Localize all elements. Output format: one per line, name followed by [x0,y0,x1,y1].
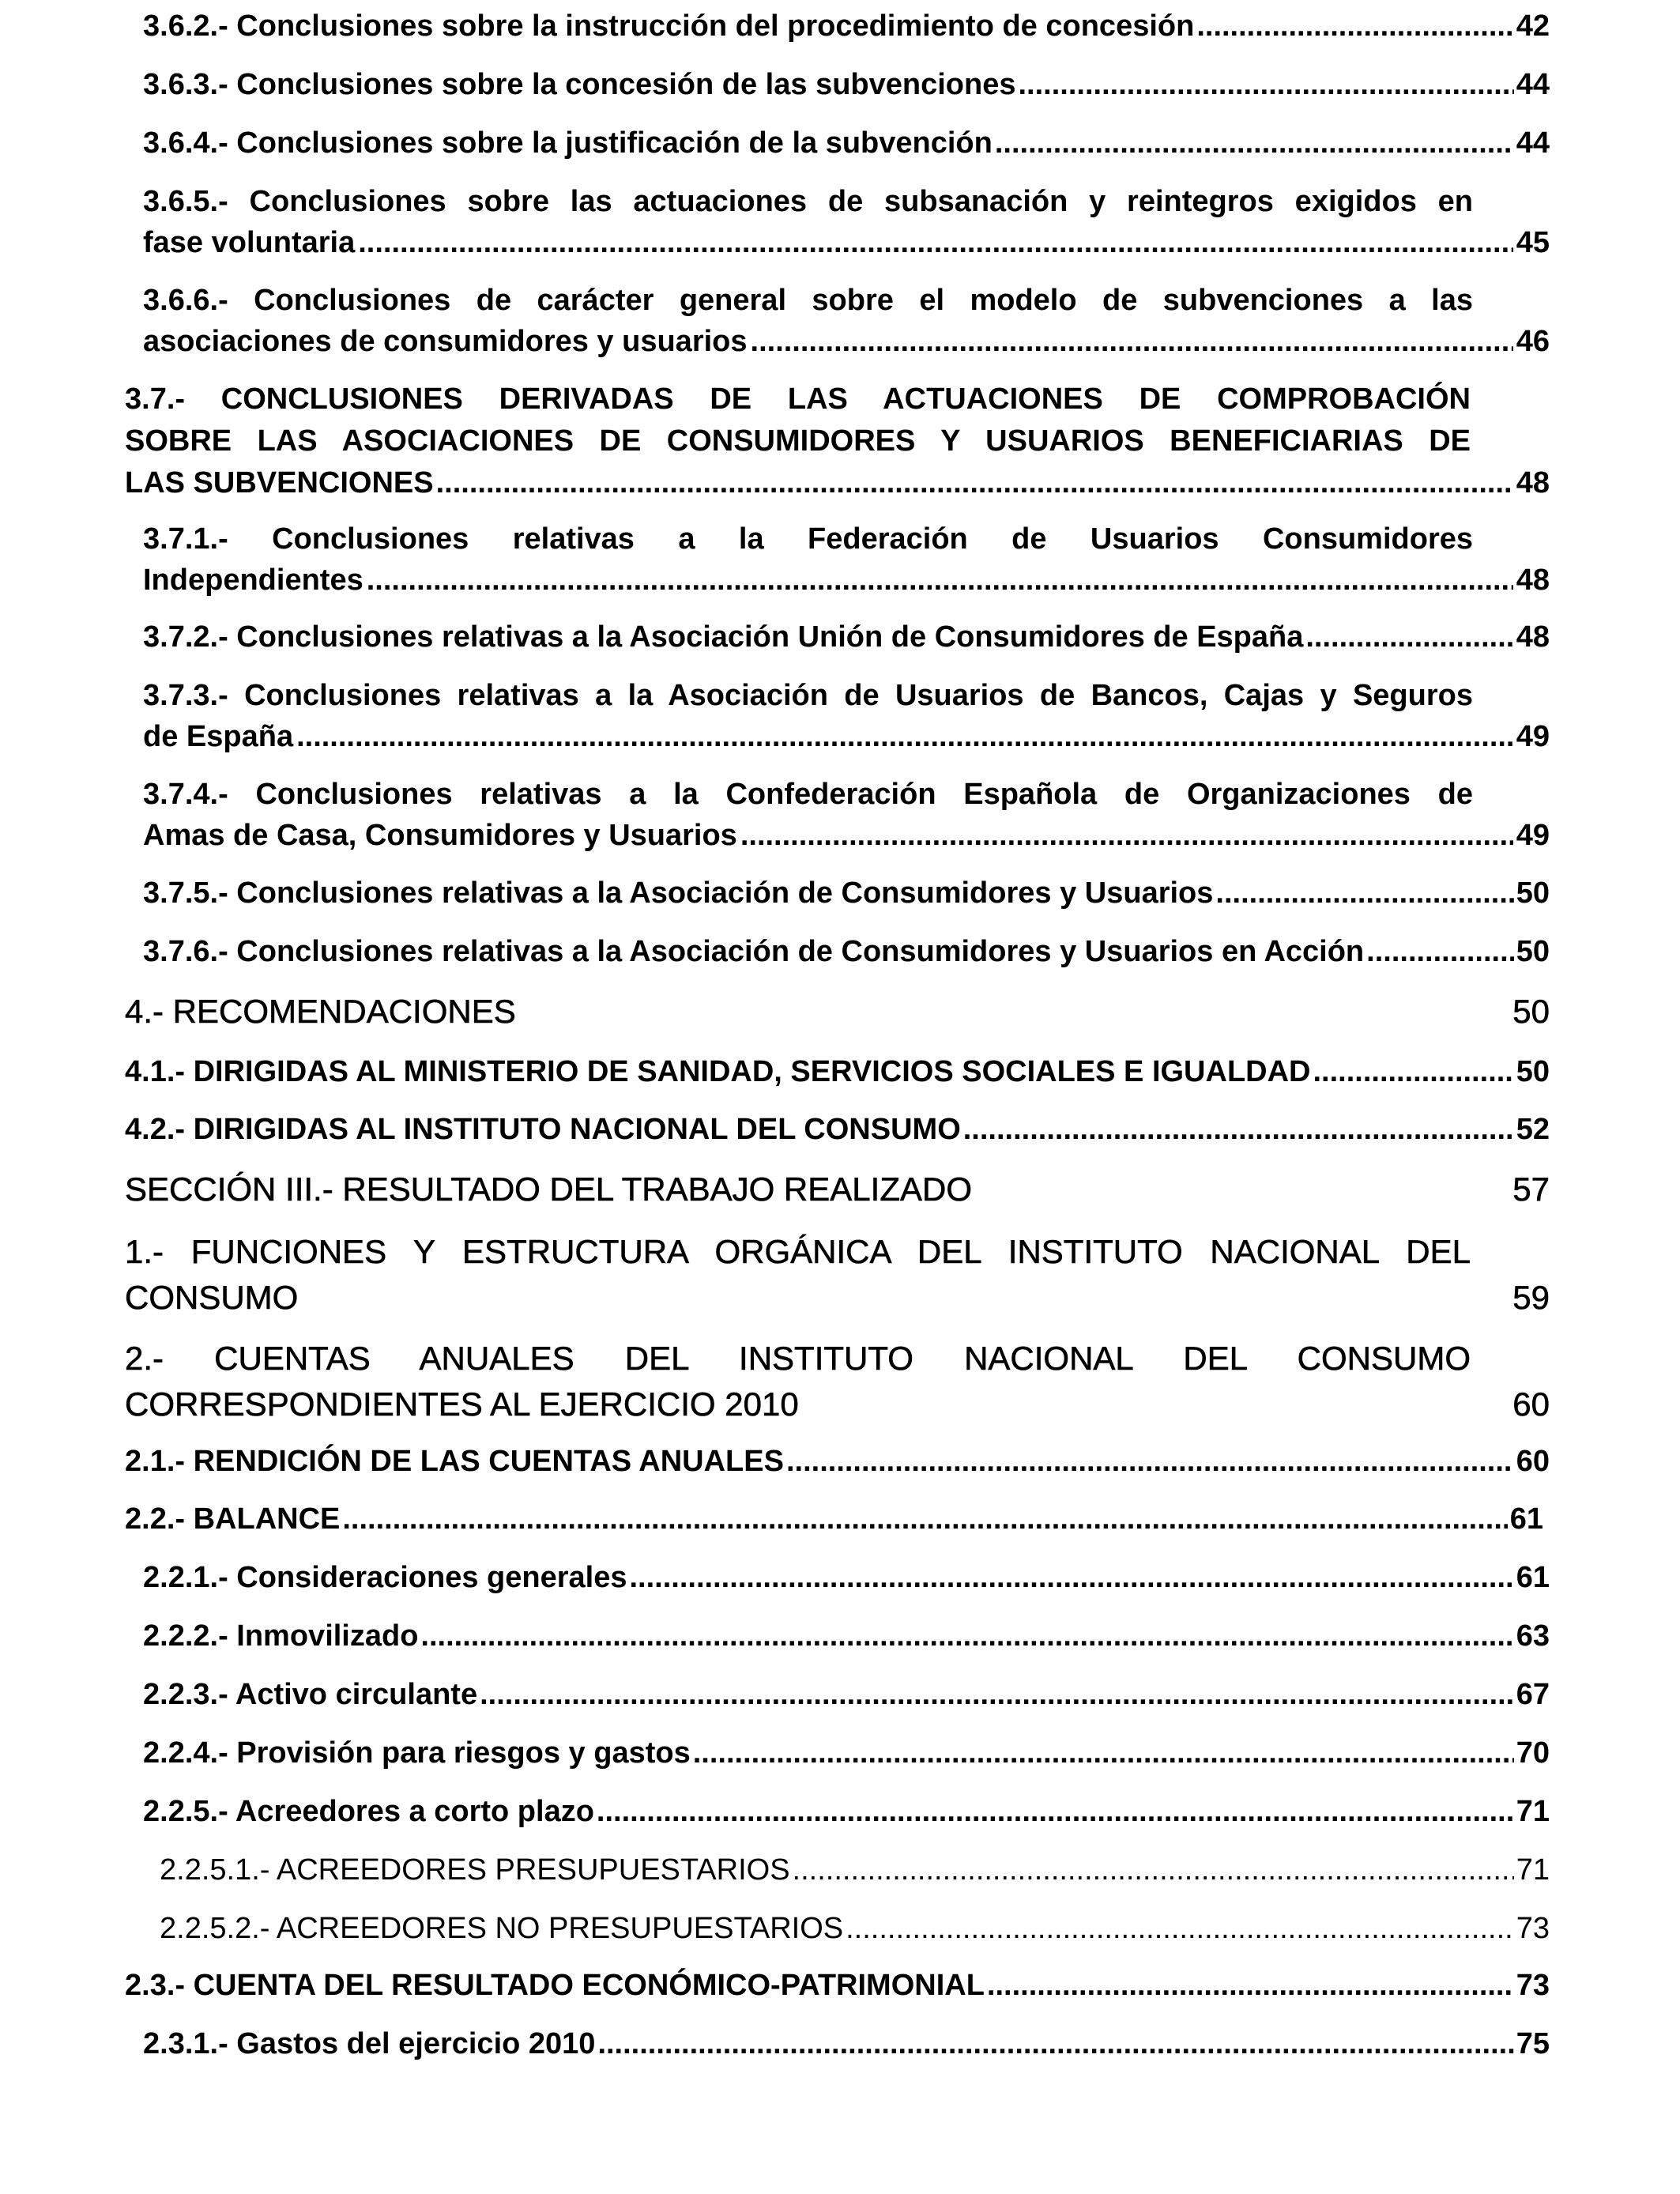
toc-entry-title-line2: Independientes [143,564,363,597]
toc-page-number: 59 [1512,1279,1550,1316]
dot-leader [1313,1051,1513,1093]
toc-entry-title-line1: 3.7.1.- Conclusiones relativas a la Federación de Usuarios Consumidores [143,522,1473,556]
toc-entry-title: 3.7.2.- Conclusiones relativas a la Asociación Unión de Consumidores de España [143,620,1304,654]
toc-page-number: 60 [1512,1385,1550,1423]
toc-entry-2-2[interactable] [125,1498,1543,1540]
toc-entry-2-3-1[interactable] [143,2023,1550,2064]
toc-entry-title-line2: asociaciones de consumidores y usuarios [143,325,748,358]
toc-entry-title-line1: 3.7.3.- Conclusiones relativas a la Asociación de Usuarios de Bancos, Cajas y Seguros [143,679,1473,712]
dot-leader [693,1732,1514,1774]
toc-entry-title: 2.2.1.- Consideraciones generales [143,1561,627,1594]
toc-entry-title: 3.6.4.- Conclusiones sobre la justificación de la subvención [143,126,993,160]
toc-page-number: 50 [1512,993,1550,1030]
toc-entry-title-line1: 3.6.6.- Conclusiones de carácter general sobre el modelo de subvenciones a las [143,284,1473,317]
toc-entry-3-6-4[interactable] [143,123,1550,164]
toc-entry-title: 3.6.3.- Conclusiones sobre la concesión de las subvenciones [143,68,1016,101]
toc-page-number: 57 [1512,1171,1550,1208]
toc-page-number: 52 [1516,1113,1550,1146]
toc-entry-4-2[interactable] [125,1109,1550,1151]
toc-entry-title: 4.2.- DIRIGIDAS AL INSTITUTO NACIONAL DEL CONSUMO [125,1113,961,1146]
toc-entry-title: 3.7.5.- Conclusiones relativas a la Asociación de Consumidores y Usuarios [143,876,1214,910]
toc-entry-title: 2.2.4.- Provisión para riesgos y gastos [143,1736,691,1770]
toc-entry-section-iii[interactable] [125,1167,1550,1212]
dot-leader [342,1498,1507,1540]
toc-entry-title-line2: fase voluntaria [143,226,356,259]
toc-page-number: 61 [1516,1561,1550,1594]
toc-page-number: 73 [1516,1912,1550,1945]
toc-entry-2-2-5-2[interactable] [160,1908,1550,1949]
toc-page-number: 49 [1516,819,1550,852]
toc-page-number: 67 [1516,1678,1550,1711]
toc-page-number: 71 [1516,1795,1550,1828]
toc-entry-3-7-4[interactable] [143,774,1550,856]
dot-leader [793,1849,1514,1891]
toc-entry-3-7-2[interactable] [143,616,1550,658]
dot-leader [995,123,1514,164]
toc-entry-2-1[interactable] [125,1441,1550,1483]
toc-entry-title: 2.3.- CUENTA DEL RESULTADO ECONÓMICO-PATRIMONIAL [125,1969,985,2002]
toc-entry-title-line2: de España [143,720,294,753]
toc-entry-2-2-5-1[interactable] [160,1849,1550,1891]
dot-leader [846,1908,1514,1949]
toc-entry-3-7-1[interactable] [143,518,1550,601]
dot-leader [740,815,1513,856]
dot-leader [480,1674,1514,1715]
toc-page-number: 48 [1516,466,1550,499]
toc-page-number: 48 [1516,564,1550,597]
toc-page-number: 63 [1516,1619,1550,1653]
toc-entry-3-7-6[interactable] [143,931,1550,972]
toc-page-number: 70 [1516,1736,1550,1770]
dot-leader [987,1965,1514,2007]
toc-page-number: 42 [1516,9,1550,43]
dot-leader [436,462,1514,504]
toc-entry-title: 2.2.5.2.- ACREEDORES NO PRESUPUESTARIOS [160,1912,844,1945]
toc-entry-3-7-5[interactable] [143,873,1550,914]
toc-entry-title-line2: SOBRE LAS ASOCIACIONES DE CONSUMIDORES Y USUARIOS BENEFICIARIAS DE [125,424,1471,458]
dot-leader [1019,64,1514,105]
toc-page-number: 46 [1516,325,1550,358]
dot-leader [367,560,1513,601]
toc-entry-title: 2.2.3.- Activo circulante [143,1678,478,1711]
toc-entry-2-2-1[interactable] [143,1557,1550,1598]
dot-leader [1305,616,1513,658]
toc-entry-title-line1: 3.7.- CONCLUSIONES DERIVADAS DE LAS ACTUACIONES DE COMPROBACIÓN [125,383,1471,416]
toc-entry-title: 2.2.5.- Acreedores a corto plazo [143,1795,594,1828]
toc-page-number: 75 [1516,2027,1550,2060]
toc-entry-2-2-2[interactable] [143,1615,1550,1657]
toc-entry-title-line2: CONSUMO [125,1279,299,1316]
toc-entry-3-7[interactable] [125,379,1550,504]
dot-leader [751,321,1513,362]
toc-page-number: 48 [1516,620,1550,654]
dot-leader [630,1557,1514,1598]
toc-entry-title-line3: LAS SUBVENCIONES [125,466,434,499]
toc-page-number: 45 [1516,226,1550,259]
toc-entry-3-6-2[interactable] [143,6,1550,47]
toc-page-number: 44 [1516,126,1550,160]
toc-entry-title: 2.2.5.1.- ACREEDORES PRESUPUESTARIOS [160,1853,790,1887]
toc-entry-2-3[interactable] [125,1965,1550,2007]
dot-leader [420,1615,1513,1657]
toc-entry-1[interactable] [125,1229,1550,1321]
dot-leader [597,1791,1514,1832]
toc-entry-2-2-4[interactable] [143,1732,1550,1774]
toc-entry-3-7-3[interactable] [143,675,1550,757]
toc-entry-title-line1: 2.- CUENTAS ANUALES DEL INSTITUTO NACIONAL DEL CONSUMO [125,1340,1471,1377]
toc-entry-title: 2.1.- RENDICIÓN DE LAS CUENTAS ANUALES [125,1445,784,1478]
toc-entry-title: SECCIÓN III.- RESULTADO DEL TRABAJO REALIZADO [125,1171,972,1208]
toc-entry-title-line1: 1.- FUNCIONES Y ESTRUCTURA ORGÁNICA DEL INSTITUTO NACIONAL DEL [125,1233,1471,1270]
toc-entry-title: 2.2.2.- Inmovilizado [143,1619,419,1653]
toc-entry-title: 3.7.6.- Conclusiones relativas a la Asociación de Consumidores y Usuarios en Acción [143,935,1365,968]
toc-entry-2-2-3[interactable] [143,1674,1550,1715]
dot-leader [1196,6,1513,47]
toc-page-number: 61 [1509,1502,1543,1536]
dot-leader [358,222,1513,263]
toc-page-number: 73 [1516,1969,1550,2002]
dot-leader [786,1441,1514,1483]
toc-page-number: 60 [1516,1445,1550,1478]
toc-entry-2[interactable] [125,1336,1550,1427]
toc-entry-3-6-5[interactable] [143,181,1550,263]
toc-page-number: 49 [1516,720,1550,753]
dot-leader [963,1109,1514,1151]
toc-entry-title: 3.6.2.- Conclusiones sobre la instrucción del procedimiento de concesión [143,9,1195,43]
dot-leader [597,2023,1513,2064]
toc-entry-title-line2: CORRESPONDIENTES AL EJERCICIO 2010 [125,1385,799,1423]
toc-entry-2-2-5[interactable] [143,1791,1550,1832]
toc-entry-title-line2: Amas de Casa, Consumidores y Usuarios [143,819,737,852]
toc-page-number: 50 [1516,1055,1550,1088]
toc-page-number: 71 [1516,1853,1550,1887]
toc-entry-title: 4.1.- DIRIGIDAS AL MINISTERIO DE SANIDAD, SERVICIOS SOCIALES E IGUALDAD [125,1055,1311,1088]
toc-entry-3-6-6[interactable] [143,280,1550,362]
toc-page-number: 44 [1516,68,1550,101]
toc-entry-4-1[interactable] [125,1051,1550,1093]
toc-entry-4[interactable] [125,989,1550,1035]
dot-leader [1366,931,1514,972]
toc-entry-title: 2.2.- BALANCE [125,1502,341,1536]
toc-entry-3-6-3[interactable] [143,64,1550,105]
dot-leader [296,716,1513,757]
toc-entry-title-line1: 3.6.5.- Conclusiones sobre las actuaciones de subsanación y reintegros exigidos en [143,185,1473,218]
toc-page-number: 50 [1516,935,1550,968]
toc-entry-title-line1: 3.7.4.- Conclusiones relativas a la Confederación Española de Organizaciones de [143,778,1473,811]
dot-leader [1215,873,1513,914]
toc-page-number: 50 [1516,876,1550,910]
toc-entry-title: 2.3.1.- Gastos del ejercicio 2010 [143,2027,596,2060]
toc-entry-title: 4.- RECOMENDACIONES [125,993,516,1030]
